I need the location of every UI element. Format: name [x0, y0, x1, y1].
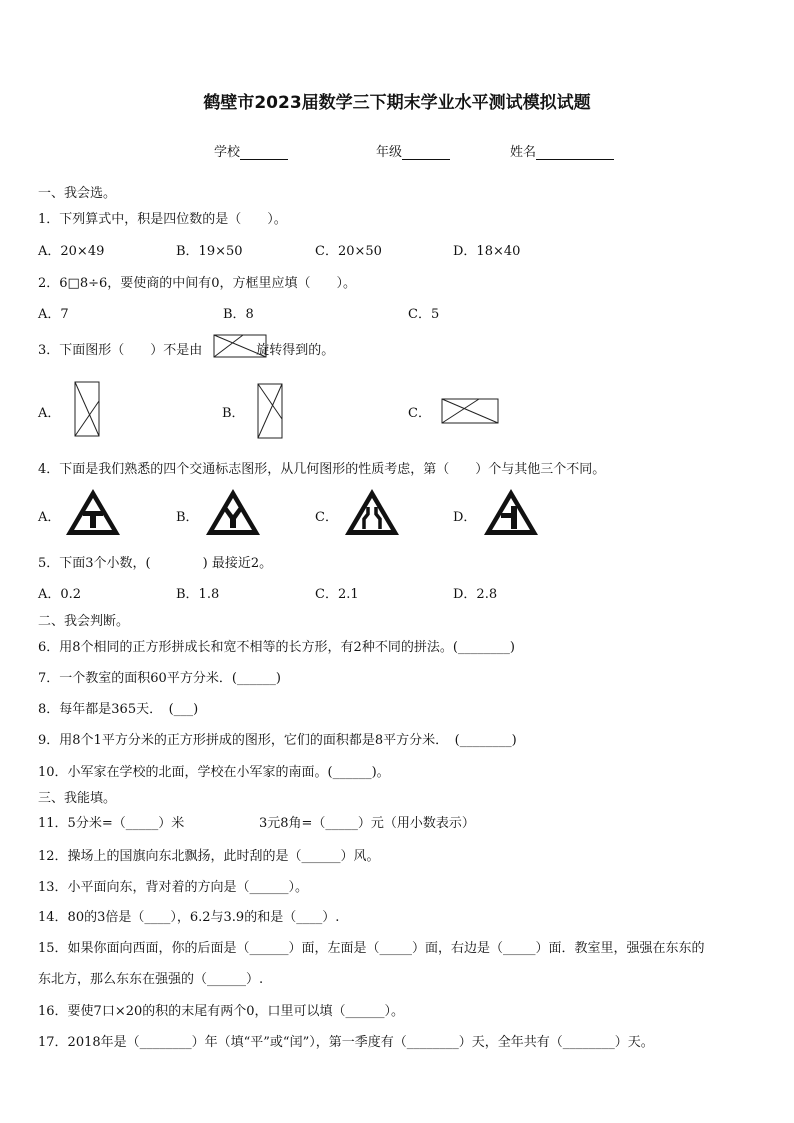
school-blank[interactable] [240, 146, 288, 160]
section-judge: 二、我会判断。 [38, 614, 130, 629]
question-14[interactable]: 14．80的3倍是（____），6.2与3.9的和是（____）. [38, 910, 340, 925]
q3-figure-a [74, 381, 100, 437]
page-title: 鹤壁市2023届数学三下期末学业水平测试模拟试题 [203, 93, 591, 113]
grade-label: 年级 [376, 145, 403, 160]
question-16[interactable]: 16．要使7口×20的积的末尾有两个0，口里可以填（______）。 [38, 1004, 405, 1019]
question-1: 1．下列算式中，积是四位数的是（ ）。 [38, 212, 287, 227]
question-3 [38, 339, 334, 358]
question-13[interactable]: 13．小平面向东，背对着的方向是（______）。 [38, 880, 309, 895]
question-15-line-2[interactable]: 东北方，那么东东在强强的（______）. [38, 972, 264, 987]
grade-blank[interactable] [402, 146, 450, 160]
question-6[interactable]: 6．用8个相同的正方形拼成长和宽不相等的长方形，有2种不同的拼法。(________) [38, 640, 515, 655]
question-4: 4．下面是我们熟悉的四个交通标志图形，从几何图形的性质考虑，第（ ）个与其他三个不同。 [38, 462, 606, 477]
question-8[interactable]: 8．每年都是365天． (___) [38, 702, 199, 717]
question-17[interactable]: 17．2018年是（________）年（填“平”或“闰”），第一季度有（________）天，全年共有（________）天。 [38, 1035, 654, 1050]
question-11-part-b[interactable]: 3元8角=（_____）元（用小数表示） [259, 816, 475, 831]
q3-figure-c [441, 398, 499, 424]
question-2: 2．6□8÷6，要使商的中间有0，方框里应填（ ）。 [38, 276, 357, 291]
q2-option-b[interactable]: B．8 [223, 307, 254, 322]
q1-option-d[interactable]: D．18×40 [453, 244, 521, 259]
q2-option-a[interactable]: A．7 [38, 307, 69, 322]
section-fill: 三、我能填。 [38, 791, 117, 806]
question-11-part-a[interactable]: 11．5分米=（_____）米 [38, 816, 185, 831]
name-field[interactable] [510, 141, 614, 160]
q3-option-a[interactable]: A． [38, 406, 61, 421]
question-5: 5．下面3个小数，( ) 最接近2。 [38, 556, 273, 571]
school-field[interactable] [214, 141, 288, 160]
q5-option-c[interactable]: C．2.1 [315, 587, 359, 602]
q3-option-c[interactable]: C． [408, 406, 431, 421]
question-7[interactable]: 7．一个教室的面积60平方分米．(______) [38, 671, 281, 686]
q4-option-c[interactable]: C． [315, 510, 338, 525]
name-blank[interactable] [536, 146, 614, 160]
question-10[interactable]: 10．小军家在学校的北面，学校在小军家的南面。(______)。 [38, 765, 390, 780]
question-9[interactable]: 9．用8个1平方分米的正方形拼成的图形，它们的面积都是8平方分米． (________) [38, 733, 517, 748]
grade-field[interactable] [376, 141, 450, 160]
q3-figure-b [257, 383, 283, 439]
q4-option-d[interactable]: D． [453, 510, 477, 525]
q3-text-before: 3．下面图形（ ）不是由 [38, 343, 203, 358]
section-choice: 一、我会选。 [38, 186, 117, 201]
side-road-sign-icon [482, 487, 540, 537]
narrow-road-sign-icon [343, 487, 401, 537]
school-label: 学校 [214, 145, 241, 160]
reference-rectangle-figure [213, 334, 267, 358]
q1-option-a[interactable]: A．20×49 [38, 244, 105, 259]
q3-text-after: 旋转得到的。 [256, 343, 335, 358]
question-12[interactable]: 12．操场上的国旗向东北飘扬，此时刮的是（______）风。 [38, 849, 380, 864]
q4-option-b[interactable]: B． [176, 510, 199, 525]
t-junction-sign-icon [64, 487, 122, 537]
q5-option-b[interactable]: B．1.8 [176, 587, 220, 602]
q2-option-c[interactable]: C．5 [408, 307, 440, 322]
question-15-line-1[interactable]: 15．如果你面向西面，你的后面是（______）面，左面是（_____）面，右边是（_____）面．教室里，强强在东东的 [38, 941, 705, 956]
q1-option-c[interactable]: C．20×50 [315, 244, 382, 259]
q5-option-a[interactable]: A．0.2 [38, 587, 82, 602]
name-label: 姓名 [510, 145, 537, 160]
q1-option-b[interactable]: B．19×50 [176, 244, 243, 259]
q5-option-d[interactable]: D．2.8 [453, 587, 498, 602]
q4-option-a[interactable]: A． [38, 510, 61, 525]
q3-option-b[interactable]: B． [222, 406, 245, 421]
y-junction-sign-icon [204, 487, 262, 537]
